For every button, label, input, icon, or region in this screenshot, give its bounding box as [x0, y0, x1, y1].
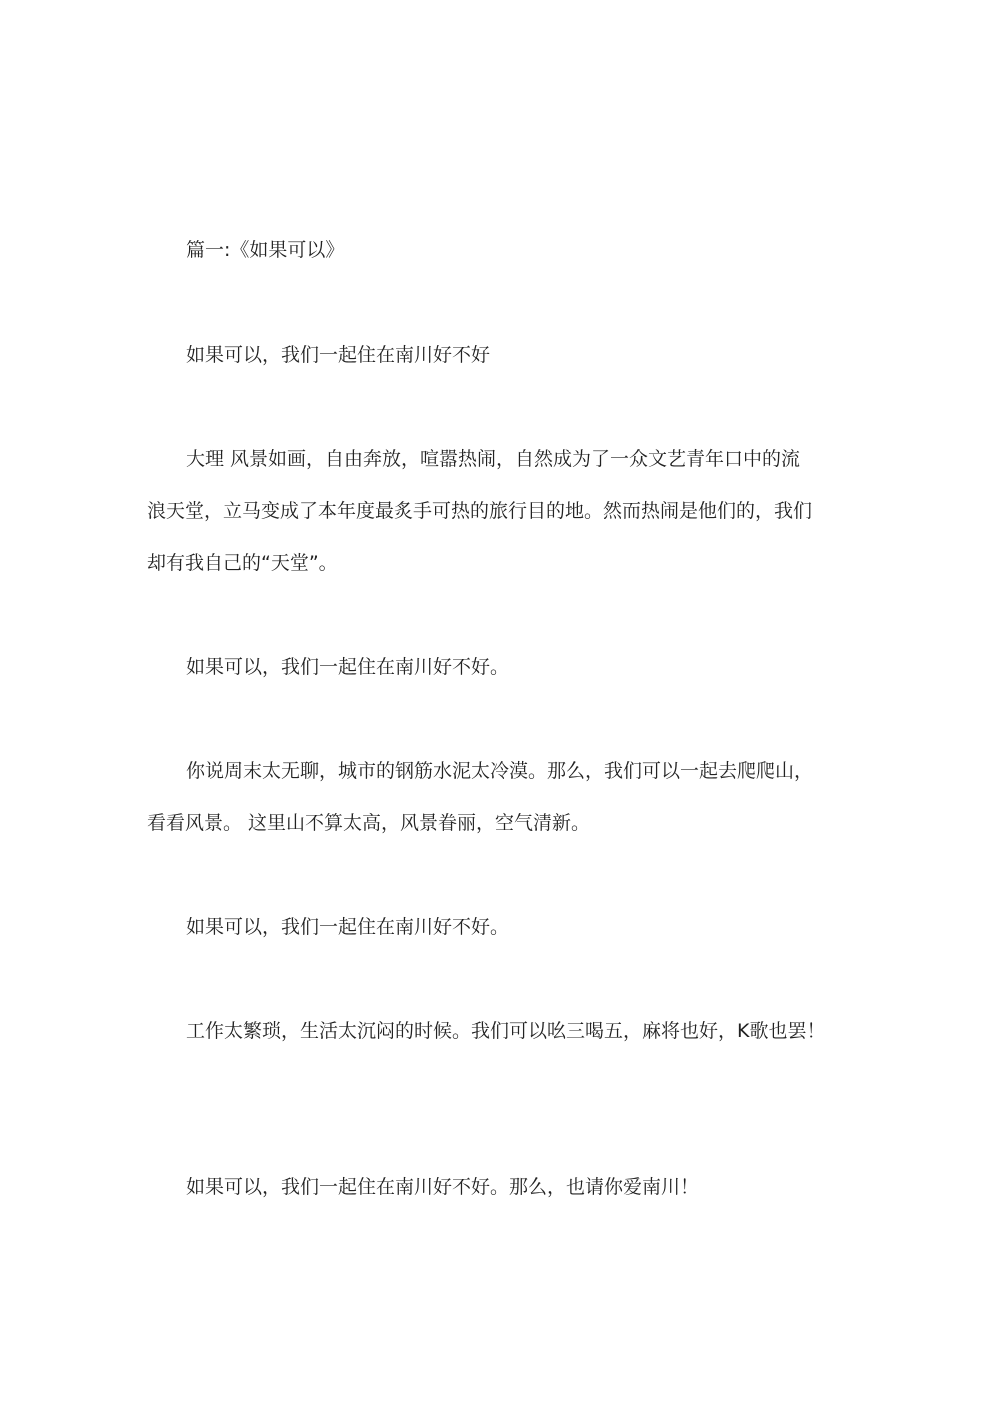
paragraph-2-line-3: 却有我自己的“天堂”。	[147, 552, 338, 574]
paragraph-2-line-1: 大理 风景如画，自由奔放，喧嚣热闹，自然成为了一众文艺青年口中的流	[186, 448, 801, 470]
paragraph-6-line-1: 工作太繁琐，生活太沉闷的时候。我们可以吆三喝五，麻将也好，K歌也罢！	[186, 1020, 826, 1042]
document-title: 篇一:《如果可以》	[186, 239, 345, 261]
paragraph-3-line-1: 如果可以，我们一起住在南川好不好。	[186, 656, 510, 678]
paragraph-7-line-1: 如果可以，我们一起住在南川好不好。那么，也请你爱南川！	[186, 1176, 700, 1198]
paragraph-5-line-1: 如果可以，我们一起住在南川好不好。	[186, 916, 510, 938]
paragraph-4-line-2: 看看风景。 这里山不算太高，风景眷丽，空气清新。	[147, 812, 591, 834]
paragraph-1-line-1: 如果可以，我们一起住在南川好不好	[186, 344, 491, 366]
paragraph-4-line-1: 你说周末太无聊，城市的钢筋水泥太冷漠。那么，我们可以一起去爬爬山，	[186, 760, 814, 782]
paragraph-2-line-2: 浪天堂，立马变成了本年度最炙手可热的旅行目的地。然而热闹是他们的，我们	[147, 500, 813, 522]
